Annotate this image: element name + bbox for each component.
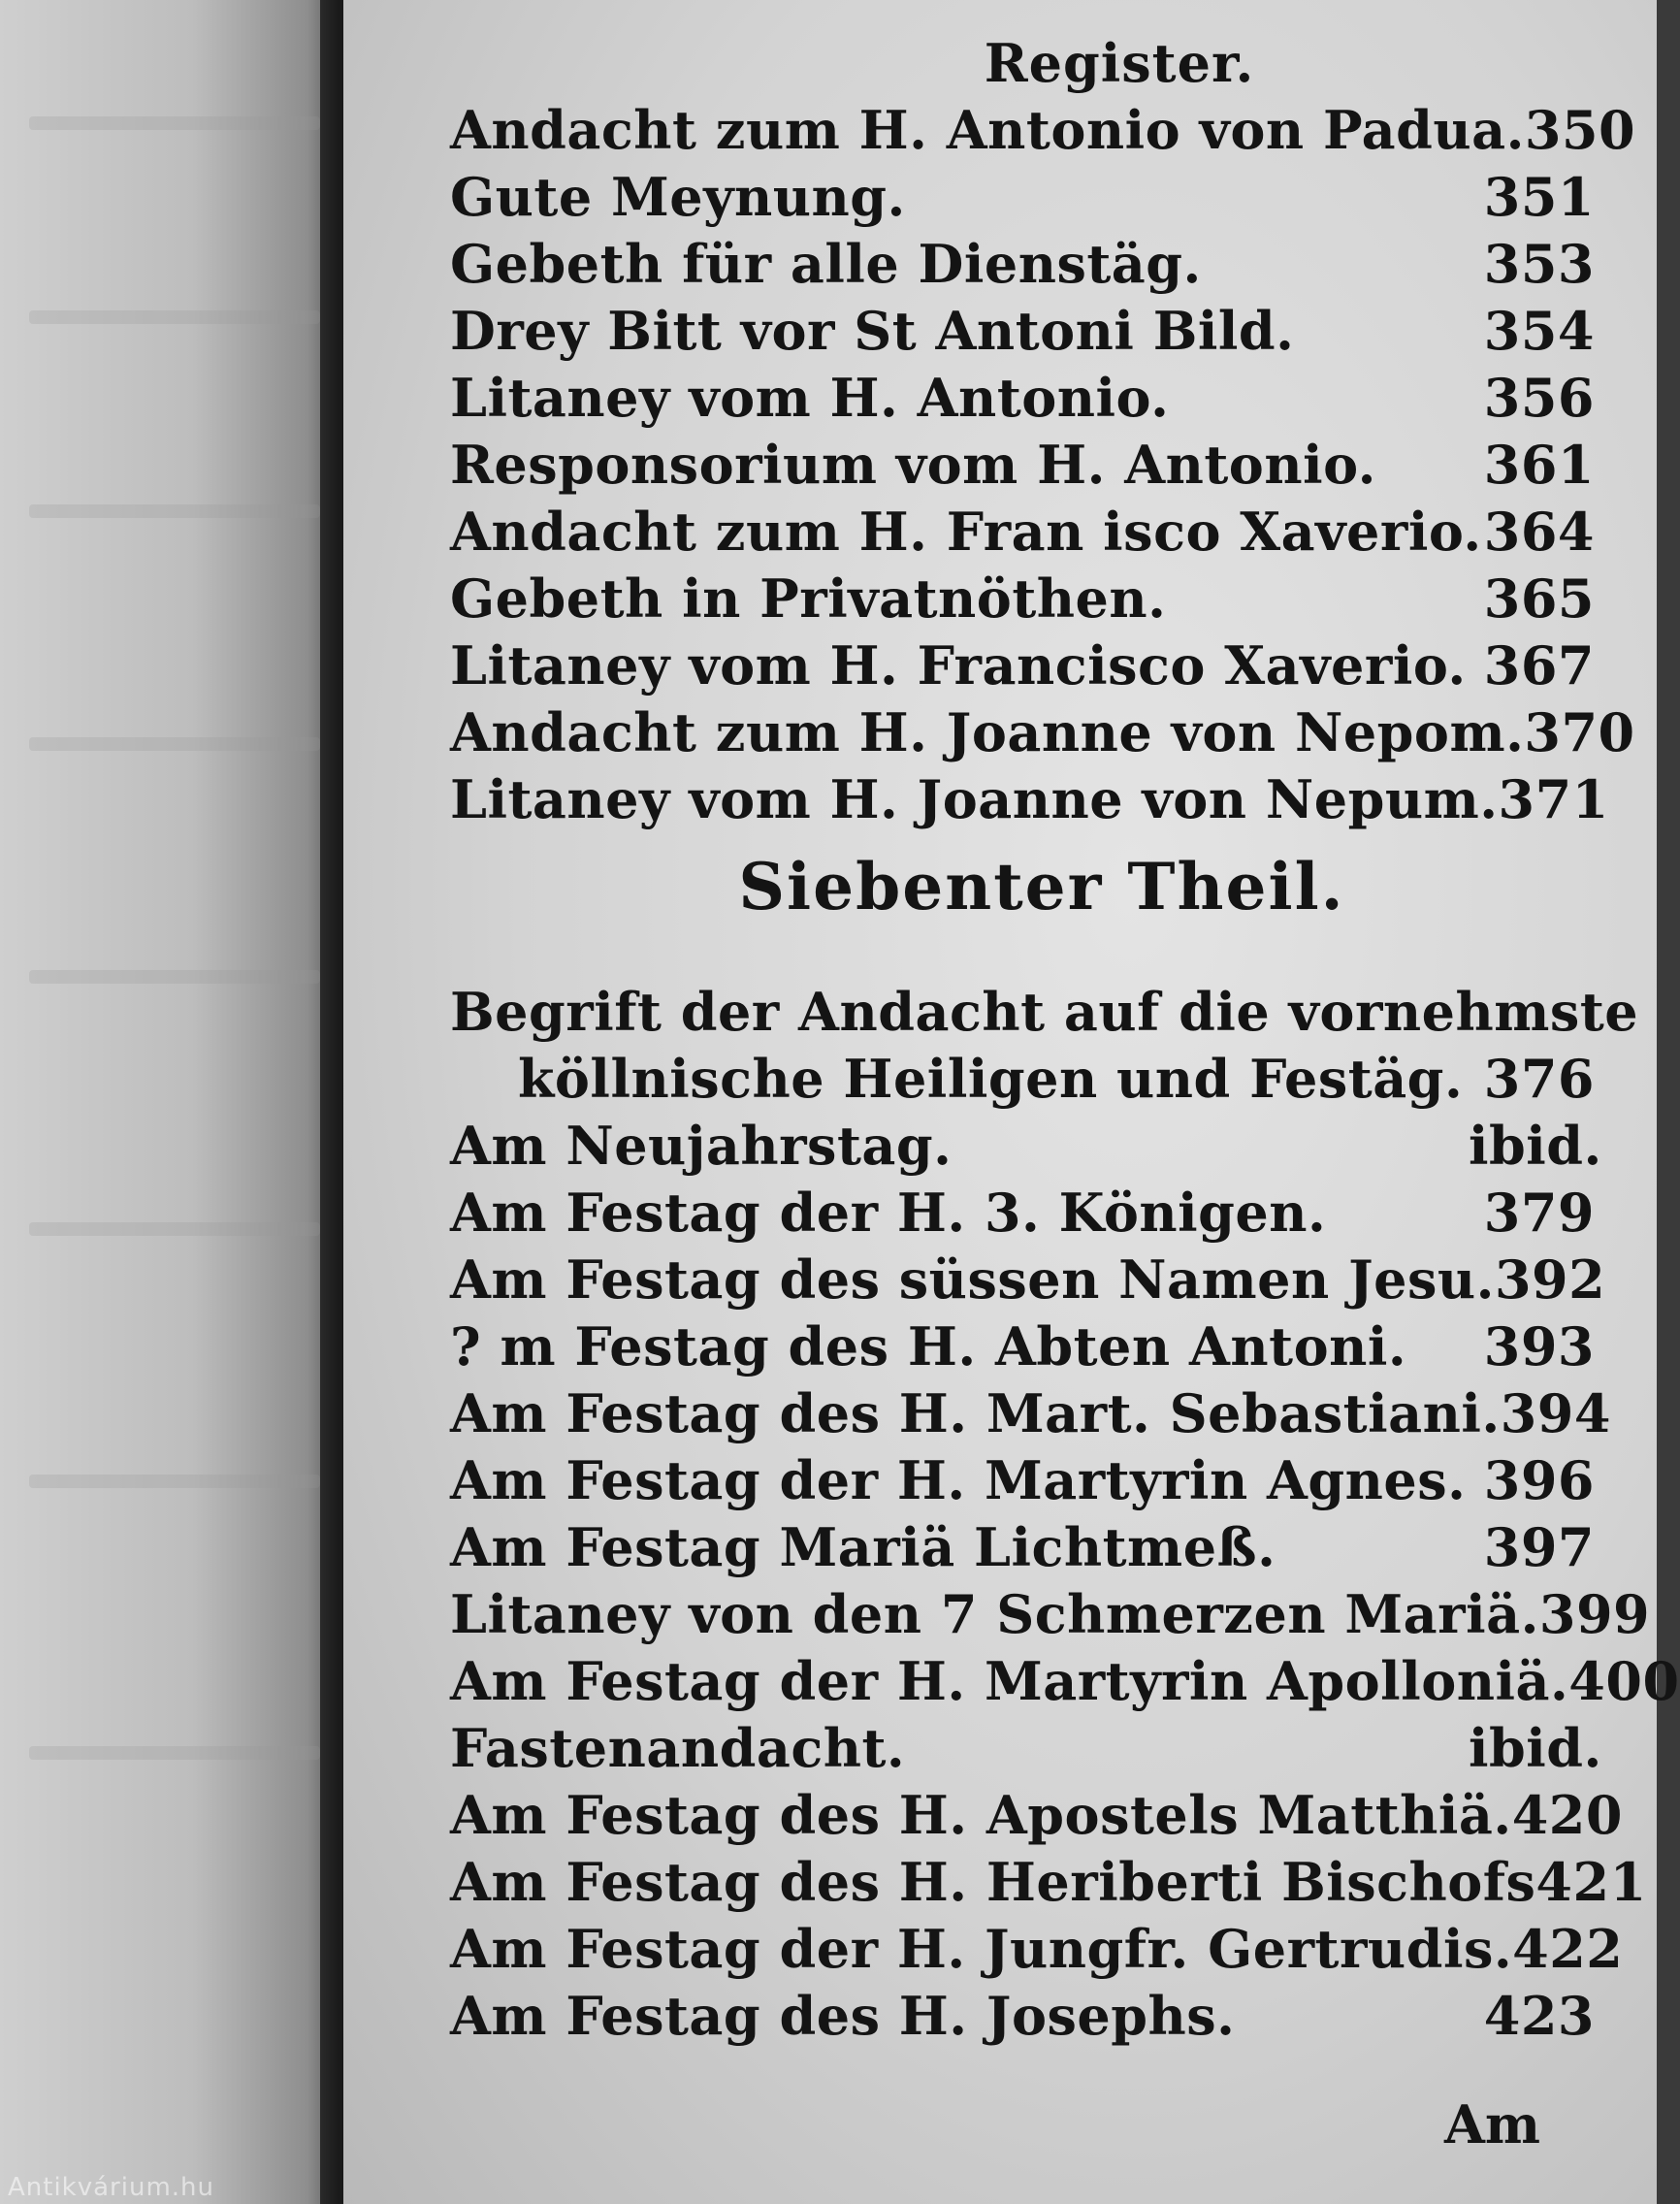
entry-page: 376	[1483, 1048, 1595, 1110]
entry-title: Litaney vom H. Antonio.	[450, 367, 1170, 429]
index-entry	[450, 1983, 1595, 2050]
entry-title: Am Festag des H. Apostels Matthiä.	[450, 1784, 1512, 1846]
index-entry	[450, 499, 1595, 566]
entry-title: Am Festag der H. Jungfr. Gertrudis.	[450, 1918, 1513, 1980]
entry-title: Gebeth in Privatnöthen.	[450, 567, 1167, 630]
entry-page: 371	[1498, 768, 1609, 830]
section-title: Siebenter Theil.	[738, 849, 1345, 924]
index-entry	[450, 566, 1595, 632]
entry-title: Am Festag Mariä Lichtmeß.	[450, 1516, 1276, 1578]
entries-part-2	[450, 1113, 1680, 2050]
entry-title: Am Festag der H. 3. Königen.	[450, 1182, 1327, 1244]
entry-page: 400	[1568, 1650, 1680, 1712]
entry-page: 399	[1538, 1583, 1651, 1645]
bleed-through-line	[29, 1475, 320, 1488]
index-entry	[450, 1113, 1602, 1180]
bleed-through-line	[29, 504, 320, 518]
index-entry	[450, 632, 1595, 699]
entry-page: 370	[1524, 701, 1635, 763]
bleed-through-line	[29, 1746, 320, 1760]
index-entry	[450, 231, 1595, 298]
entry-page: 396	[1483, 1449, 1595, 1511]
bleed-through-line	[29, 1222, 320, 1236]
index-entry	[450, 164, 1595, 231]
entry-title: Am Festag des H. Josephs.	[450, 1985, 1236, 2047]
entry-page: 394	[1500, 1382, 1611, 1444]
index-entry	[450, 97, 1636, 164]
entry-page: 365	[1483, 567, 1595, 630]
entry-page: 420	[1511, 1784, 1623, 1846]
index-entry	[450, 1447, 1595, 1514]
entry-page: 379	[1483, 1182, 1595, 1244]
page-header: Register.	[984, 32, 1255, 94]
entry-title: Drey Bitt vor St Antoni Bild.	[450, 300, 1295, 362]
index-entry	[450, 1715, 1602, 1782]
index-entry	[450, 1180, 1595, 1247]
index-entry	[450, 432, 1595, 499]
entry-page: 353	[1483, 233, 1595, 295]
entry-page: 422	[1512, 1918, 1624, 1980]
bleed-through-line	[29, 970, 320, 984]
index-entry	[450, 1247, 1606, 1313]
entry-title: Andacht zum H. Fran isco Xaverio.	[450, 501, 1482, 563]
entry-page: 423	[1483, 1985, 1595, 2047]
entry-page: 361	[1483, 434, 1595, 496]
entry-title: Am Neujahrstag.	[450, 1115, 953, 1177]
index-entry	[450, 699, 1635, 766]
entry-title: Andacht zum H. Joanne von Nepom.	[450, 701, 1525, 763]
entry-title: Am Festag des H. Heriberti Bischofs	[450, 1851, 1536, 1913]
bleed-through-line	[29, 737, 320, 751]
index-entry	[450, 1916, 1624, 1983]
index-entry	[450, 1581, 1651, 1648]
entry-page: 397	[1483, 1516, 1595, 1578]
index-entry	[450, 1514, 1595, 1581]
entry-page: 356	[1483, 367, 1595, 429]
entry-page: 392	[1494, 1248, 1606, 1311]
section-intro-line-1	[450, 979, 1639, 1046]
entry-title: Gute Meynung.	[450, 166, 906, 228]
entry-page: 354	[1483, 300, 1595, 362]
entry-page: ibid.	[1469, 1717, 1602, 1779]
register-text	[450, 29, 1680, 2050]
entry-title: Begrift der Andacht auf die vornehmste	[450, 981, 1639, 1043]
entry-page: 393	[1483, 1315, 1595, 1378]
section-intro-line-2	[450, 1046, 1595, 1113]
entry-title: Andacht zum H. Antonio von Padua.	[450, 99, 1525, 161]
entry-title: Litaney vom H. Joanne von Nepum.	[450, 768, 1499, 830]
left-page	[0, 0, 349, 2204]
bleed-through-line	[29, 116, 320, 130]
entry-title: köllnische Heiligen und Festäg.	[518, 1048, 1464, 1110]
entry-title: Fastenandacht.	[450, 1717, 906, 1779]
index-entry	[450, 766, 1609, 833]
entry-title: Am Festag des H. Mart. Sebastiani.	[450, 1382, 1501, 1444]
entry-title: Responsorium vom H. Antonio.	[450, 434, 1376, 496]
entry-page: 351	[1483, 166, 1595, 228]
entry-page: 364	[1483, 501, 1595, 563]
entry-title: Am Festag des süssen Namen Jesu.	[450, 1248, 1495, 1311]
index-entry	[450, 1782, 1623, 1849]
catchword: Am	[1443, 2093, 1540, 2155]
entry-title: Litaney vom H. Francisco Xaverio.	[450, 634, 1467, 697]
watermark: Antikvárium.hu	[8, 2173, 214, 2202]
entry-title: Am Festag der H. Martyrin Apolloniä.	[450, 1650, 1569, 1712]
index-page	[339, 0, 1680, 2204]
entry-title: Gebeth für alle Dienstäg.	[450, 233, 1202, 295]
bleed-through-line	[29, 310, 320, 324]
index-entry	[450, 1648, 1680, 1715]
index-entry	[450, 1380, 1611, 1447]
entries-part-1	[450, 97, 1636, 833]
entry-title: ? m Festag des H. Abten Antoni.	[450, 1315, 1407, 1378]
index-entry	[450, 1313, 1595, 1380]
index-entry	[450, 298, 1595, 365]
entry-page: ibid.	[1469, 1115, 1602, 1177]
entry-title: Am Festag der H. Martyrin Agnes.	[450, 1449, 1467, 1511]
entry-page: 421	[1535, 1851, 1647, 1913]
index-entry	[450, 1849, 1647, 1916]
entry-title: Litaney von den 7 Schmerzen Mariä.	[450, 1583, 1539, 1645]
entry-page: 367	[1483, 634, 1595, 697]
index-entry	[450, 365, 1595, 432]
entry-page: 350	[1524, 99, 1636, 161]
